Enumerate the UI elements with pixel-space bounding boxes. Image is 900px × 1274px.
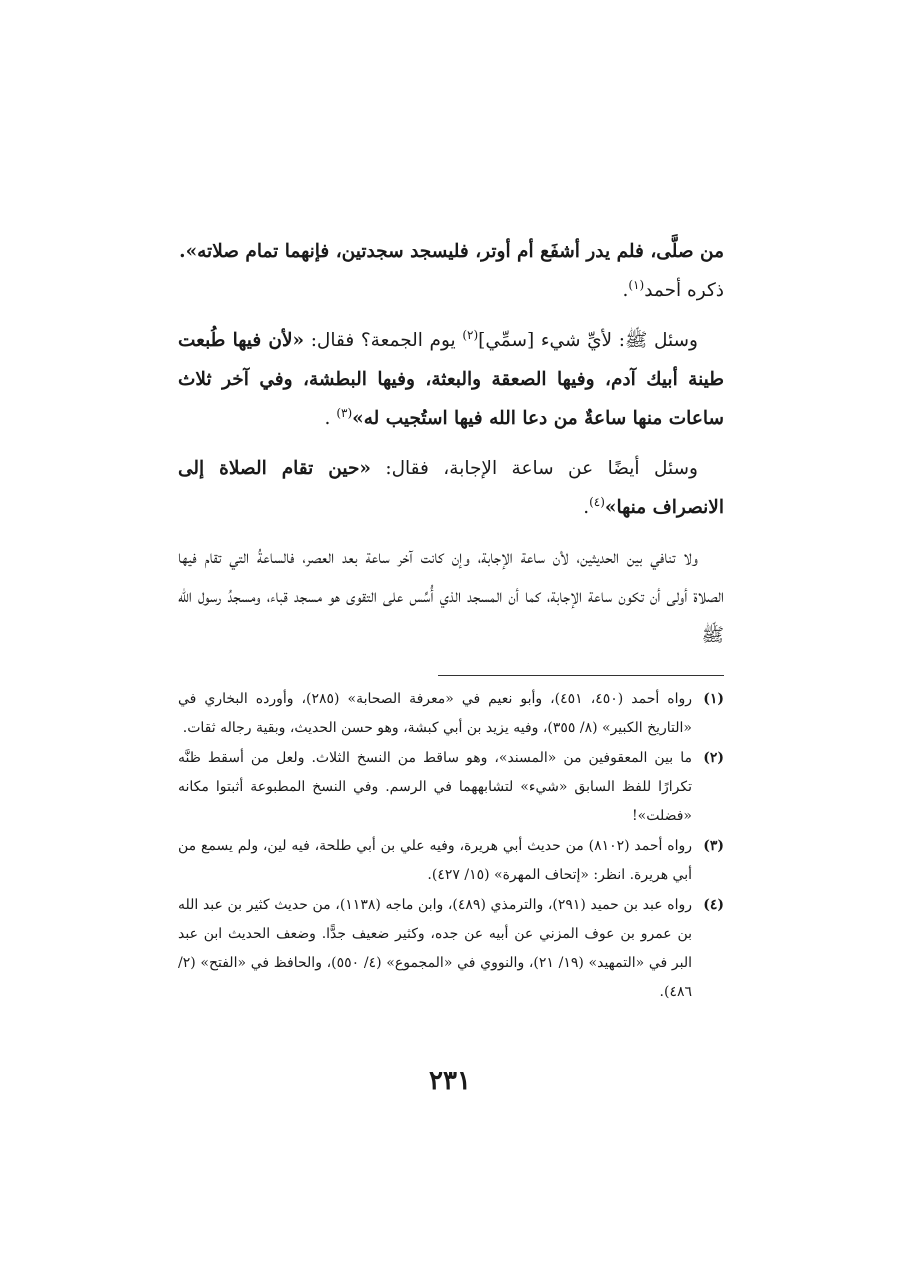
footnote-1 [178,685,724,743]
footnote-ref-3[interactable]: (٣) [336,405,353,420]
footnote-divider [438,675,724,676]
paragraph-3-end: . [583,497,590,518]
paragraph-1-bold: من صلَّى، فلم يدر أشفَع أم أوتر، فليسجد سجدتين، فإنهما تمام صلاته». [179,241,724,262]
paragraph-3-bold: «حين تقام الصلاة إلى الانصراف منها» [178,458,724,518]
footnote-3 [178,832,724,890]
footnote-ref-2[interactable]: (٢) [462,327,479,342]
footnotes [178,685,724,1007]
paragraph-1 [178,232,724,310]
footnote-text: رواه أحمد (٤٥٠، ٤٥١)، وأبو نعيم في «معرفة الصحابة» (٢٨٥)، وأورده البخاري في «التاريخ الكبير» (٨/ ٣٥٥)، وفيه يزيد بن أبي كبشة، وهو حسن الحديث، وبقية رجاله ثقات. [178,691,692,736]
footnote-4 [178,891,724,1007]
paragraph-2 [178,321,724,438]
footnote-ref-4[interactable]: (٤) [589,494,605,509]
main-text [178,232,724,655]
page-number: ٢٣١ [429,1066,471,1096]
paragraph-2-bold: «لأن فيها طُبعت طينة أبيك آدم، وفيها الصعقة والبعثة، وفيها البطشة، وفي آخر ثلاث ساعات منها ساعةٌ من دعا الله فيها استُجيب له» [178,330,724,429]
paragraph-4: ولا تنافي بين الحديثين، لأن ساعة الإجابة، وإن كانت آخر ساعة بعد العصر، فالساعةُ التي تقام فيها الصلاة أولى أن تكون ساعة الإجابة، كما أن المسجد الذي أُسِّس على التقوى هو مسجد قباء، ومسجدُ رسول الله ﷺ [178,547,724,646]
footnote-number: (٤) [703,897,724,913]
footnote-ref-1[interactable]: (١) [628,277,645,292]
footnote-2 [178,744,724,831]
paragraph-3 [178,449,724,527]
paragraph-2-end: . [324,408,337,429]
paragraph-1-line2: ذكره أحمد [644,280,724,301]
footnote-text: ما بين المعقوفين من «المسند»، وهو ساقط من النسخ الثلاث. ولعل من أسقط ظنَّه تكرارًا للفظ السابق «شيء» لتشابههما في الرسم. وفي النسخ المطبوعة أثبتوا مكانه «فضلت»! [178,750,692,824]
footnote-number: (٢) [703,750,724,766]
footnote-text: رواه عبد بن حميد (٢٩١)، والترمذي (٤٨٩)، وابن ماجه (١١٣٨)، من حديث كثير بن عبد الله بن عمرو بن عوف المزني عن أبيه عن جده، وكثير ضعيف جدًّا. وضعف الحديث ابن عبد البر في «التمهيد» (١٩/ ٢١)، والنووي في «المجموع» (٤/ ٥٥٠)، والحافظ في «الفتح» (٢/ ٤٨٦). [178,897,693,1000]
footnote-number: (٣) [703,838,724,854]
footnote-text: رواه أحمد (٨١٠٢) من حديث أبي هريرة، وفيه علي بن أبي طلحة، فيه لين، ولم يسمع من أبي هريرة. انظر: «إتحاف المهرة» (١٥/ ٤٢٧). [178,838,692,883]
footnote-number: (١) [703,691,724,707]
page-content [178,232,724,1008]
paragraph-2-mid: يوم الجمعة؟ فقال: [304,330,463,351]
paragraph-1-end: . [622,280,629,301]
paragraph-3-lead: وسئل أيضًا عن ساعة الإجابة، فقال: [370,458,698,479]
paragraph-2-lead: وسئل ﷺ: لأيِّ شيء [سمِّي] [478,330,698,351]
